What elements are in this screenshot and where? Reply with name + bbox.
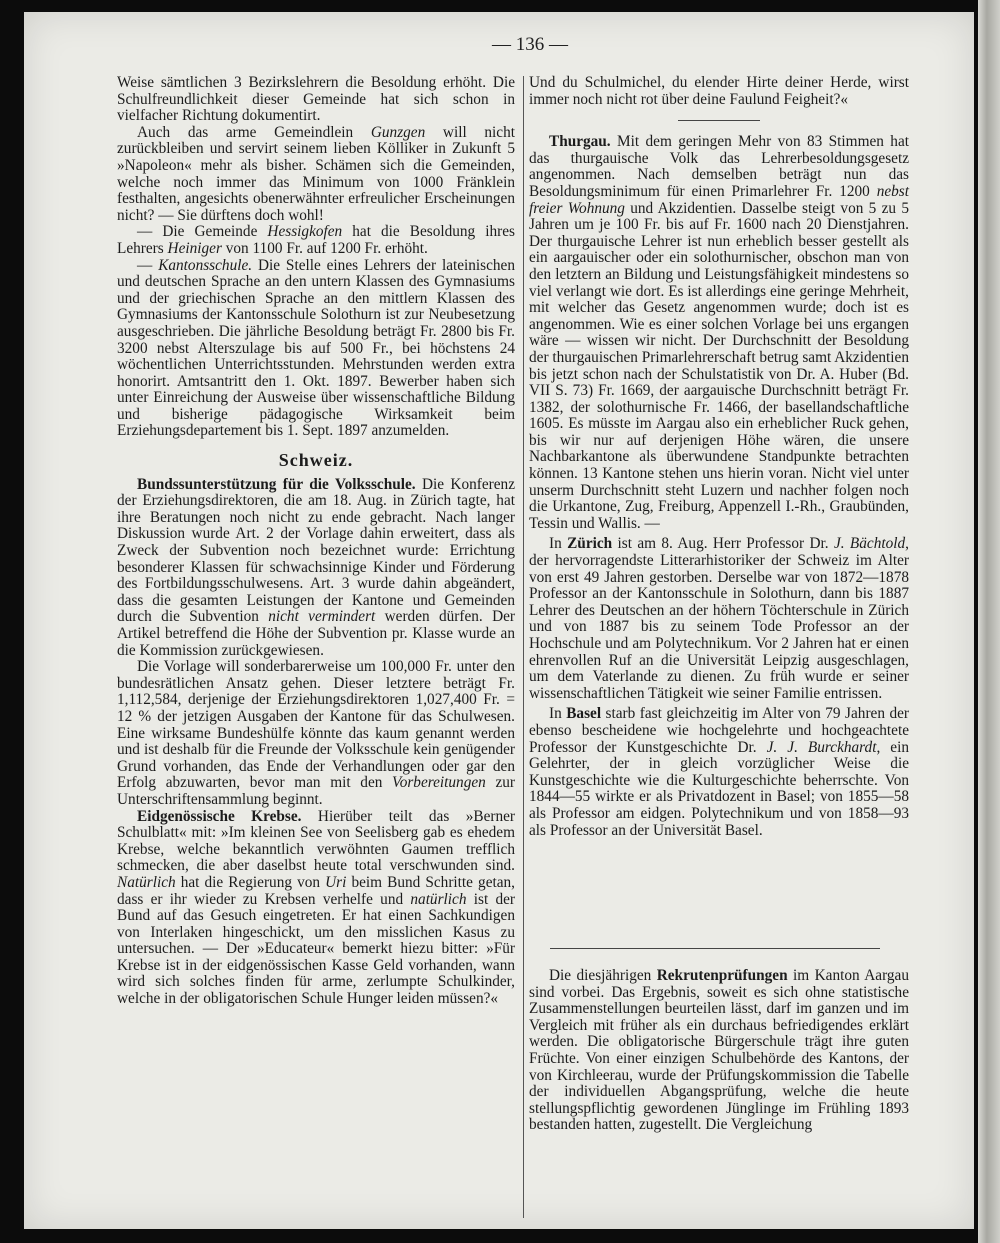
paragraph: Auch das arme Gemeindlein Gunzgen will nicht zurückbleiben und servirt seinem lieben Kölliker in Zukunft 5 »Napoleon« mehr als bisher. Schämen sich die Gemeinden, welche noch immer das Minimum von 1000 Fränklein festhalten, angesichts obenerwähnter erfreulicher Erscheinungen nicht? — Sie dürftens doch wohl! (117, 123, 515, 224)
section-heading: Schweiz. (278, 450, 354, 471)
paragraph: Die Vorlage will sonderbarerweise um 100,000 Fr. unter den bundesrätlichen Ansatz gehen. Dieser letztere beträgt Fr. 1,112,584, derjenige der Erziehungsdirektoren 1,027,400 Fr. = 12 % der jetzigen Ausgaben der Kantone für das Schulwesen. Eine wirksame Bundeshülfe könnte das kaum genannt werden und ist deshalb für die Freunde der Volksschule kein genügender Grund vorhanden, das Ende der Verhandlungen oder gar den Erfolg abzuwarten, bevor man mit den Vorbereitungen zur Unterschriftensammlung beginnt. (117, 658, 515, 808)
paragraph: In Basel starb fast gleichzeitig im Alter von 79 Jahren der ebenso bescheidene wie hochgelehrte und hochgeachtete Professor der Kunstgeschichte Dr. J. J. Burckhardt, ein Gelehrter, der in gleich vorzüglicher Weise die Kunstgeschichte wie die Kulturgeschichte beherrschte. Von 1844—55 wirkte er als Privatdozent in Basel; von 1855—58 als Professor am eidgen. Polytechnikum und von 1858—93 als Professor an der Universität Basel. (529, 705, 909, 839)
paragraph: — Kantonsschule. Die Stelle eines Lehrers der lateinischen und deutschen Sprache an den untern Klassen des Gymnasiums und der griechischen Sprache an den mittlern Klassen des Gymnasiums der Kantonsschule Solothurn ist zur Neubesetzung ausgeschrieben. Die jährliche Besoldung beträgt Fr. 2800 bis Fr. 3200 nebst Alterszulage bis auf 500 Fr., bei höchstens 24 wöchentlichen Unterrichtsstunden. Mehrstunden werden extra honorirt. Amtsantritt den 1. Okt. 1897. Bewerber haben sich unter Einreichung der Ausweise über wissenschaftliche Bildung und bisherige pädagogische Wirksamkeit beim Erziehungsdepartement bis 1. Sept. 1897 anzumelden. (117, 256, 516, 440)
page-number: — 136 — (492, 34, 568, 55)
paragraph: Thurgau. Mit dem geringen Mehr von 83 Stimmen hat das thurgauische Volk das Lehrerbesoldungsgesetz angenommen. Nach demselben beträgt nun das Besoldungsminimum für einen Primarlehrer Fr. 1200 nebst freier Wohnung und Akzidentien. Dasselbe steigt von 5 zu 5 Jahren um je 100 Fr. bis auf Fr. 1600 nach 20 Dienstjahren. Der thurgauische Lehrer ist nun erheblich besser gestellt als ein aargauischer oder ein solothurnischer, obschon man von den letztern an Bildung und Leistungsfähigkeit mindestens so viel verlangt wie dort. Es ist allerdings eine geringe Mehrheit, mit welcher das Gesetz angenommen wurde; doch ist es angenommen. Wie es einer solchen Vorlage bei uns ergangen wäre — wissen wir nicht. Der Durchschnitt der Besoldung der thurgauischen Primarlehrerschaft betrug samt Akzidentien bis jetzt schon nach der Schulstatistik von Dr. A. Huber (Bd. VII S. 73) Fr. 1669, der aargauische Durchschnitt beträgt Fr. 1382, der solothurnische Fr. 1466, der basellandschaftliche 1605. Es müsste im Aargau also ein erheblicher Ruck gehen, bis wir nur auf derjenigen Höhe wären, die unsere Nachbarkantone als überwundene Standpunkte betrachten können. 13 Kantone stehen uns hierin voran. Nicht viel unter unserm Durchschnitt steht Luzern und nachher folgen noch die Urkantone, Zug, Freiburg, Appenzell I.-Rh., Graubünden, Tessin und Wallis. — (529, 133, 909, 532)
paragraph: Und du Schulmichel, du elender Hirte deiner Herde, wirst immer noch nicht rot über deine Faulund Feigheit?« (529, 74, 909, 108)
column-divider (523, 76, 524, 1218)
paragraph: — Die Gemeinde Hessigkofen hat die Besoldung ihres Lehrers Heiniger von 1100 Fr. auf 1200 Fr. erhöht. (117, 223, 515, 257)
right-column (529, 75, 909, 839)
separator-rule (678, 120, 760, 121)
left-column (117, 75, 515, 1008)
paragraph: Bundssunterstützung für die Volksschule. Die Konferenz der Erziehungsdirektoren, die am 18. Aug. in Zürich tagte, hat ihre Beratungen noch nicht zu ende gebracht. Nach langer Diskussion wurde Art. 2 der Vorlage dahin erweitert, dass als Zweck der Subvention noch bezeichnet wurde: Errichtung besonderer Klassen für schwachsinnige Kinder und Förderung des Fortbildungsschulwesens. Art. 3 wurde dahin abgeändert, dass die gesamten Leistungen der Kantone und Gemeinden durch die Subvention nicht vermindert werden dürfen. Der Artikel betreffend die Höhe der Subvention pr. Klasse wurde an die Kommission zurückgewiesen. (117, 475, 515, 659)
paragraph: Weise sämtlichen 3 Bezirkslehrern die Besoldung erhöht. Die Schulfreundlichkeit dieser Gemeinde hat sich schon in vielfacher Richtung dokumentirt. (117, 74, 515, 125)
paragraph: Die diesjährigen Rekrutenprüfungen im Kanton Aargau sind vorbei. Das Ergebnis, soweit es sich ohne statistische Zusammenstellungen beurteilen lässt, darf im ganzen und im Vergleich mit früher als ein durchaus befriedigendes erklärt werden. Die obligatorische Bürgerschule trägt ihre guten Früchte. Von einer einzigen Schulbehörde des Kantons, der von Kirchleerau, wurde der Prüfungskommission die Tabelle der individuellen Abgangsprüfung, welche die heute stellungspflichtig gewordenen Jünglinge im Frühling 1893 bestanden hatten, zugestellt. Die Vergleichung (529, 967, 909, 1134)
separator-rule (550, 948, 880, 949)
paragraph: In Zürich ist am 8. Aug. Herr Professor Dr. J. Bächtold, der hervorragendste Litterarhistoriker der Schweiz im Alter von erst 49 Jahren gestorben. Derselbe war von 1872—1878 Professor an der Kantonsschule in Solothurn, dann bis 1887 Lehrer des Deutschen an der höhern Töchterschule in Zürich und von 1887 bis zu seinem Tode Professor an der Hochschule und am Polytechnikum. Vor 2 Jahren hat er einen ehrenvollen Ruf an die Universität Leipzig ausgeschlagen, um dem Vaterlande zu dienen. Zu früh wurde er seiner wissenschaftlichen Tätigkeit wie seiner Familie entrissen. (529, 535, 909, 702)
paragraph: Eidgenössische Krebse. Hierüber teilt das »Berner Schulblatt« mit: »Im kleinen See von Seelisberg gab es ehedem Krebse, welche bekanntlich verwöhnten Gaumen trefflich schmecken, die aber daselbst heute total verschwunden sind. Natürlich hat die Regierung von Uri beim Bund Schritte getan, dass er ihr wieder zu Krebsen verhelfe und natürlich ist der Bund auf das Gesuch eingetreten. Er hat einen Sachkundigen von Interlaken hingeschickt, um den misslichen Kasus zu untersuchen. — Der »Educateur« bemerkt hiezu bitter: »Für Krebse ist in der eidgenössischen Kasse Geld vorhanden, wann wird sich solches finden für arme, zerlumpte Schulkinder, welche in der obligatorischen Schule Hunger leiden müssen?« (117, 807, 515, 1008)
right-column-lower (529, 968, 909, 1134)
adjacent-page-edge (978, 0, 1000, 1243)
